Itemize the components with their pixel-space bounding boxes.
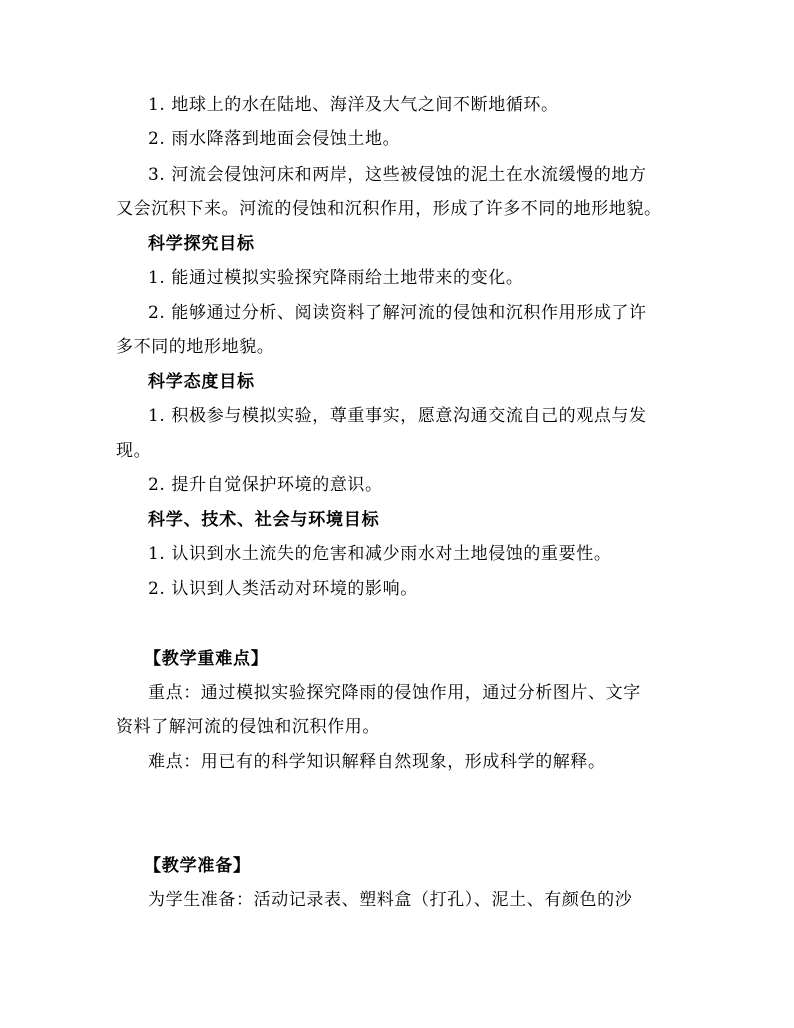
sts-goal-1: 1. 认识到水土流失的危害和减少雨水对土地侵蚀的重要性。: [148, 544, 612, 564]
difficulty-line: 难点：用已有的科学知识解释自然现象，形成科学的解释。: [148, 752, 606, 772]
inquiry-goal-2-line-1: 2. 能够通过分析、阅读资料了解河流的侵蚀和沉积作用形成了许: [148, 303, 647, 323]
knowledge-goal-2: 2. 雨水降落到地面会侵蚀土地。: [148, 129, 401, 149]
sts-goal-2: 2. 认识到人类活动对环境的影响。: [148, 579, 418, 599]
inquiry-goals-heading: 科学探究目标: [148, 234, 255, 254]
knowledge-goal-1: 1. 地球上的水在陆地、海洋及大气之间不断地循环。: [148, 95, 559, 115]
attitude-goal-2: 2. 提升自觉保护环境的意识。: [148, 475, 383, 495]
knowledge-goal-3-line-2: 又会沉积下来。河流的侵蚀和沉积作用，形成了许多不同的地形地貌。: [116, 199, 662, 219]
attitude-goal-1-line-2: 现。: [116, 441, 152, 461]
inquiry-goal-1: 1. 能通过模拟实验探究降雨给土地带来的变化。: [148, 268, 524, 288]
attitude-goal-1-line-1: 1. 积极参与模拟实验，尊重事实，愿意沟通交流自己的观点与发: [148, 406, 647, 426]
attitude-goals-heading: 科学态度目标: [148, 372, 255, 392]
focus-line-1: 重点：通过模拟实验探究降雨的侵蚀作用，通过分析图片、文字: [148, 683, 641, 703]
preparation-line-1: 为学生准备：活动记录表、塑料盒（打孔）、泥土、有颜色的沙: [148, 890, 633, 910]
focus-line-2: 资料了解河流的侵蚀和沉积作用。: [116, 717, 380, 737]
knowledge-goal-3-line-1: 3. 河流会侵蚀河床和两岸，这些被侵蚀的泥土在水流缓慢的地方: [148, 165, 647, 185]
preparation-heading: 【教学准备】: [144, 856, 251, 876]
inquiry-goal-2-line-2: 多不同的地形地貌。: [116, 337, 275, 357]
key-points-heading: 【教学重难点】: [144, 649, 269, 669]
sts-goals-heading: 科学、技术、社会与环境目标: [148, 510, 380, 530]
